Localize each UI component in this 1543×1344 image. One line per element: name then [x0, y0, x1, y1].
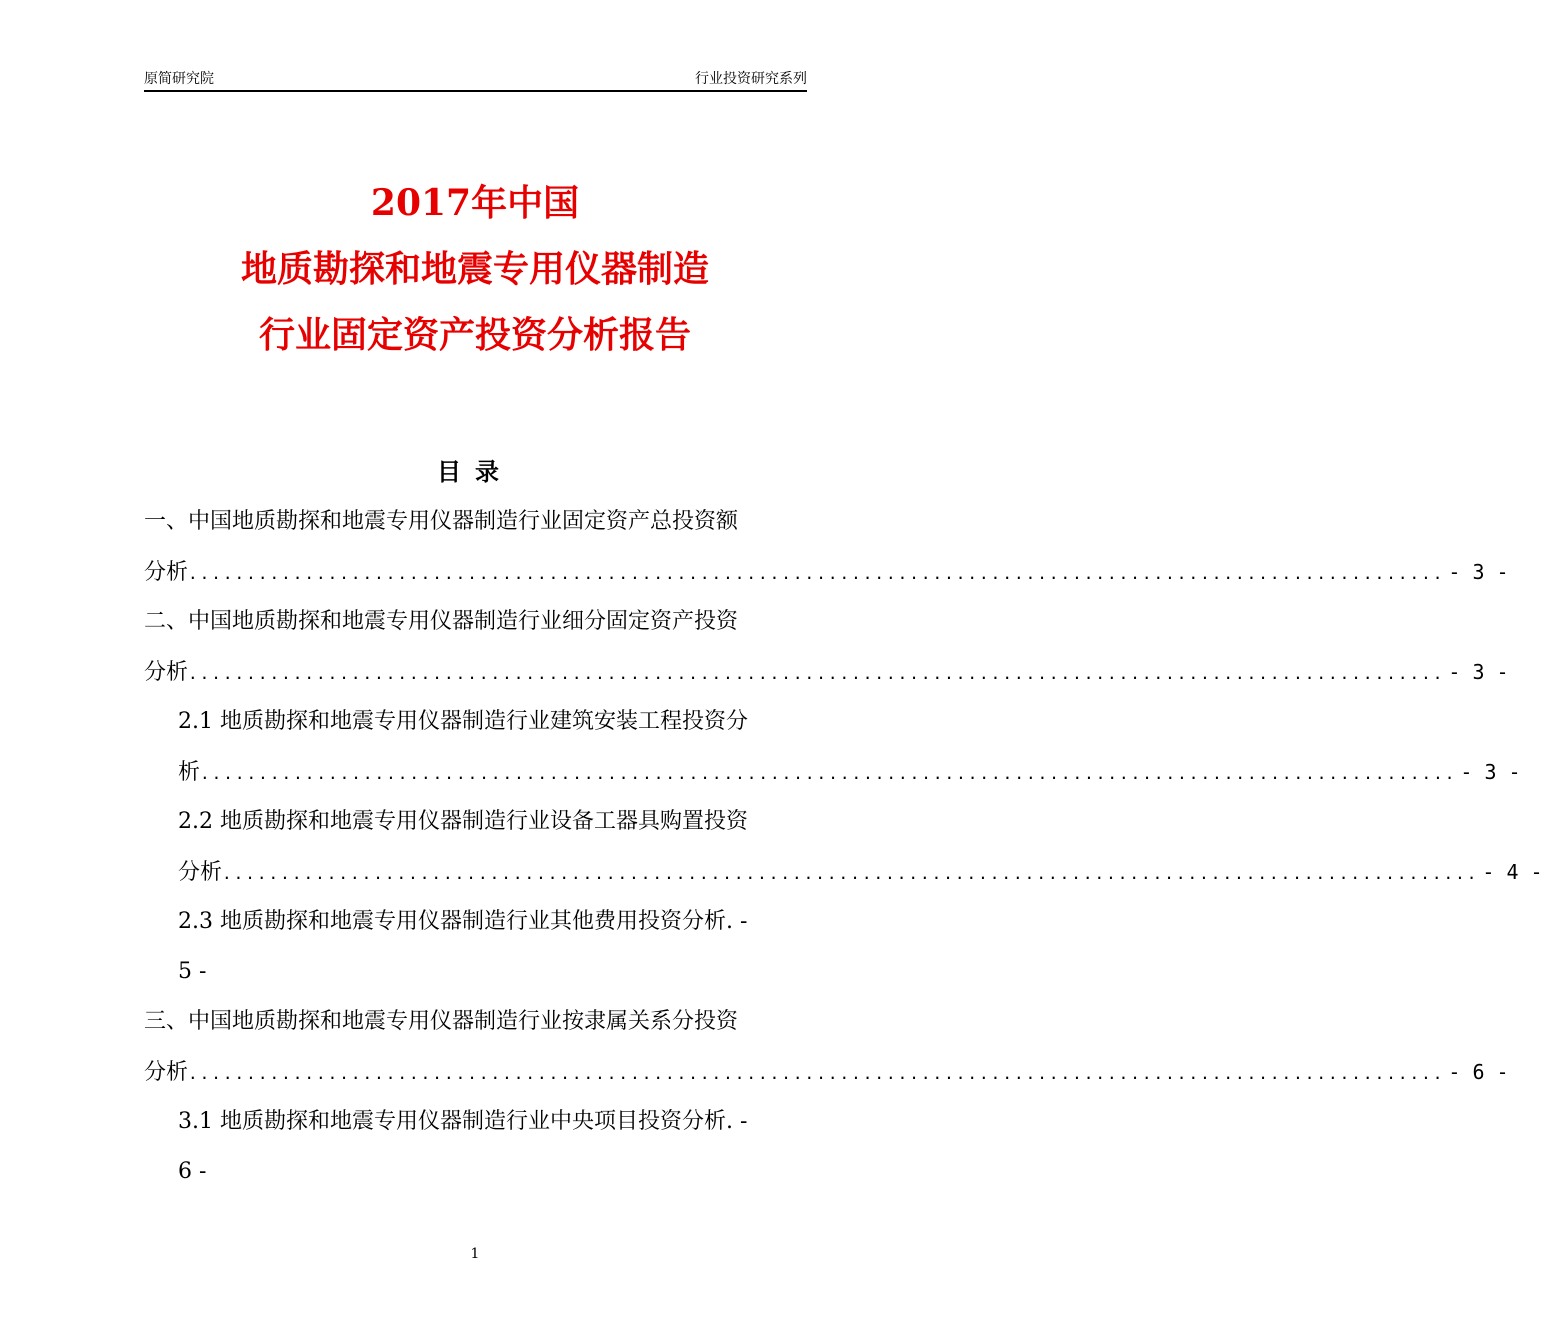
page-number: 1	[470, 1246, 480, 1262]
report-title	[0, 170, 950, 368]
toc-entry-2-2-line-1[interactable]: 2.2 地质勘探和地震专用仪器制造行业设备工器具购置投资	[178, 809, 748, 834]
title-line-2: 地质勘探和地震专用仪器制造	[240, 248, 709, 290]
toc-page-number: - 4 -	[1482, 860, 1543, 884]
toc-page-number: - 3 -	[1460, 760, 1521, 784]
toc-entry-2-line-1[interactable]: 二、中国地质勘探和地震专用仪器制造行业细分固定资产投资	[144, 609, 739, 634]
toc-entry-2-3-line-1[interactable]: 2.3 地质勘探和地震专用仪器制造行业其他费用投资分析. -	[178, 909, 748, 934]
toc-entry-text: 分析	[178, 860, 223, 885]
toc-entry-2-1-line-2[interactable]	[144, 747, 1521, 797]
toc-entry-text: 分析	[144, 560, 189, 585]
toc-entry-3-1-line-2[interactable]: 6 -	[178, 1159, 207, 1184]
toc-heading: 目录	[437, 457, 513, 486]
toc-entry-text: 析	[178, 760, 201, 785]
toc-entry-2-1-line-1[interactable]: 2.1 地质勘探和地震专用仪器制造行业建筑安装工程投资分	[178, 709, 748, 734]
header-series: 行业投资研究系列	[695, 71, 807, 87]
toc-entry-3-line-1[interactable]: 三、中国地质勘探和地震专用仪器制造行业按隶属关系分投资	[144, 1009, 739, 1034]
toc-entry-text: 分析	[144, 660, 189, 685]
toc-entry-3-line-2[interactable]	[144, 1047, 1509, 1097]
page-header	[144, 66, 807, 92]
title-line-1: 2017年中国	[370, 182, 580, 224]
toc-leader-dots: ............................................................................................................	[200, 764, 1457, 783]
header-org: 原简研究院	[144, 71, 214, 87]
toc-page-number: - 3 -	[1448, 660, 1509, 684]
title-line-3: 行业固定资产投资分析报告	[258, 314, 691, 356]
toc-entry-3-1-line-1[interactable]: 3.1 地质勘探和地震专用仪器制造行业中央项目投资分析. -	[178, 1109, 748, 1134]
toc-entry-text: 分析	[144, 1060, 189, 1085]
table-of-contents	[144, 497, 1543, 1197]
toc-entry-2-line-2[interactable]	[144, 647, 1509, 697]
toc-leader-dots: ............................................................................................................	[188, 564, 1445, 583]
toc-page-number: - 3 -	[1448, 560, 1509, 584]
toc-leader-dots: ............................................................................................................	[188, 1064, 1445, 1083]
toc-leader-dots: ............................................................................................................	[222, 864, 1479, 883]
toc-leader-dots: ............................................................................................................	[188, 664, 1445, 683]
toc-entry-1-line-1[interactable]: 一、中国地质勘探和地震专用仪器制造行业固定资产总投资额	[144, 509, 739, 534]
toc-page-number: - 6 -	[1448, 1060, 1509, 1084]
toc-entry-2-2-line-2[interactable]	[144, 847, 1543, 897]
toc-entry-2-3-line-2[interactable]: 5 -	[178, 959, 207, 984]
toc-entry-1-line-2[interactable]	[144, 547, 1509, 597]
